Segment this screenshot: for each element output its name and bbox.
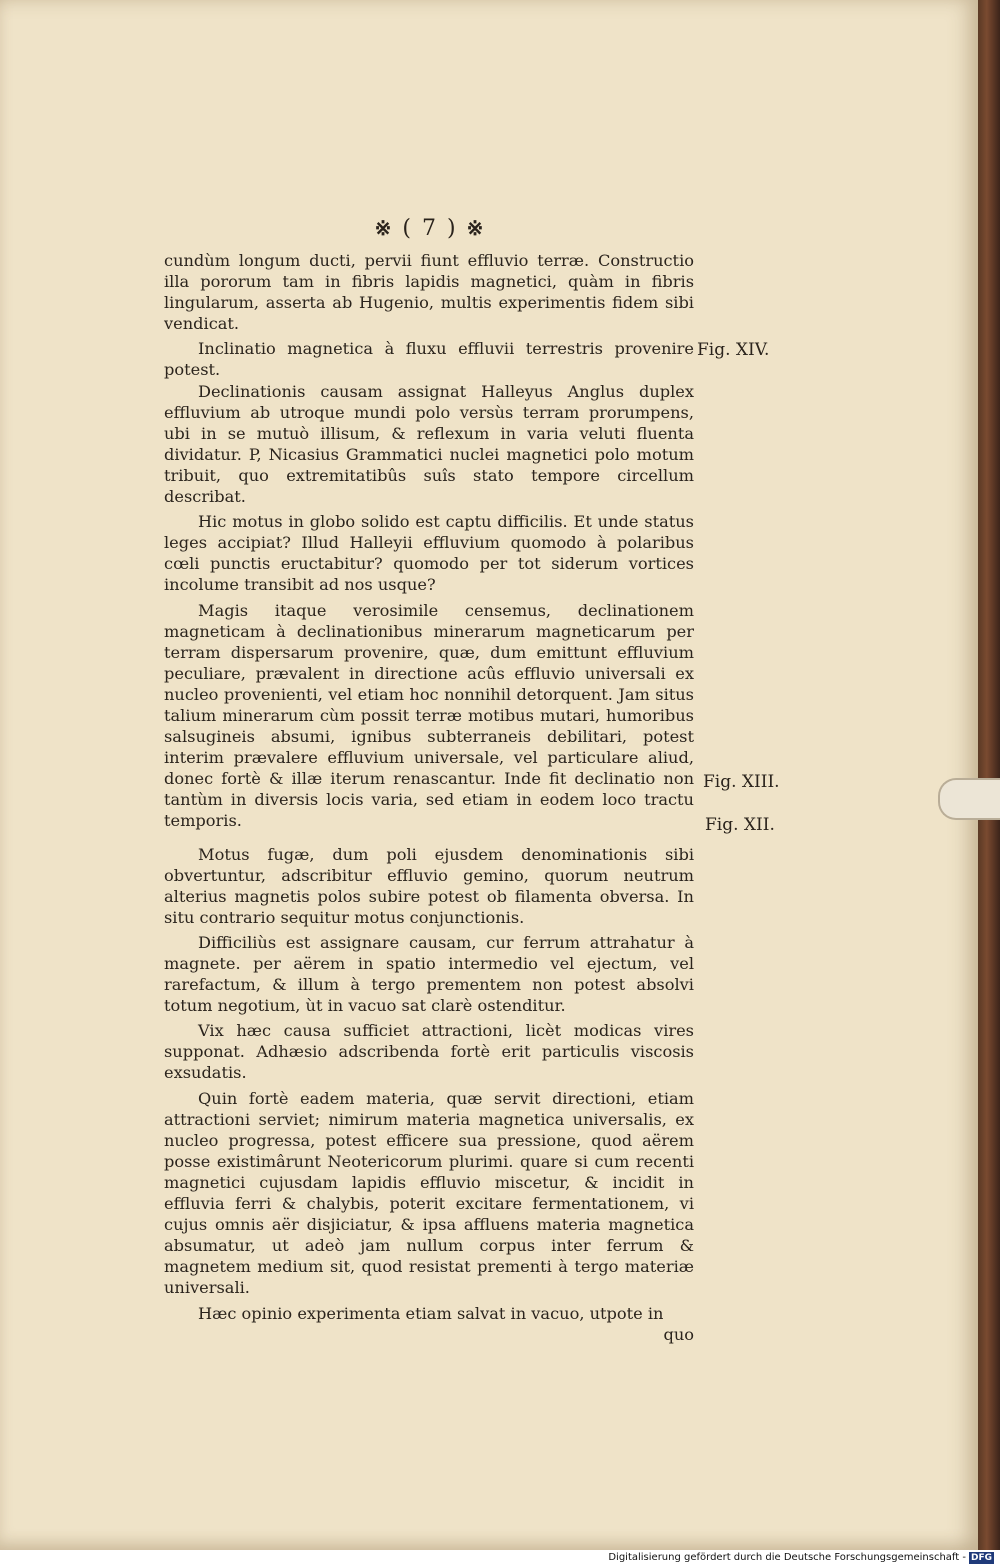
paragraph-6: Motus fugæ, dum poli ejusdem denominationis sibi obvertuntur, adscribitur effluvio gemino, quorum neutrum alterius magnetis polos subire potest ob filamenta obversa. In situ contrario sequitur motus conjunctionis. bbox=[164, 844, 694, 927]
catchword: quo bbox=[663, 1324, 694, 1344]
header-close-paren: ) bbox=[447, 216, 458, 241]
paragraph-2: Inclinatio magnetica à fluxu effluvii terrestris provenire potest. bbox=[164, 339, 694, 380]
paragraph-9: Quin fortè eadem materia, quæ servit directioni, etiam attractioni serviet; nimirum materia magnetica universalis, ex nucleo progressa, potest efficere sua pressione, quod aërem posse existimârunt Neotericorum plurimi. quare si cum recenti magnetici cujusdam lapidis effluvio miscetur, & incidit in effluvia ferri & chalybis, poterit excitare fermentationem, vi cujus omnis aër disjiciatur, & ipsa affluens materia magnetica absumatur, ut adeò jam nullum corpus inter ferrum & magnetem medium sit, quod resistat prementi à tergo materiæ universali. bbox=[164, 1088, 694, 1298]
book-binding-edge bbox=[978, 0, 1000, 1550]
dfg-logo-icon: DFG bbox=[970, 1553, 992, 1563]
header-open-paren: ( bbox=[402, 216, 413, 241]
body-text bbox=[164, 250, 694, 1345]
paragraph-4: Hic motus in globo solido est captu difficilis. Et unde status leges accipiat? Illud Halleyii effluvium quomodo à polaribus cœli punctis eructabitur? quomodo per tot siderum vortices incolume transibit ad nos usque? bbox=[164, 512, 694, 595]
margin-note-fig-xiv: Fig. XIV. bbox=[697, 340, 770, 360]
paragraph-8: Vix hæc causa sufficiet attractioni, licèt modicas vires supponat. Adhæsio adscribenda fortè erit particulis viscosis exsudatis. bbox=[164, 1021, 694, 1083]
paragraph-5: Magis itaque verosimile censemus, declinationem magneticam à declinationibus minerarum magneticarum per terram dispersarum provenire, quæ, dum emittunt effluvium peculiare, prævalent in directione acûs effluvio universali ex nucleo provenienti, vel etiam hoc nonnihil detorquent. Jam situs talium minerarum cùm possit terræ motibus mutari, humoribus salsugineis absumi, ignibus subterraneis debilitari, potest interim prævalere effluvium universale, vel particulare aliud, donec fortè & illæ iterum renascantur. Inde fit declinatio non tantùm in diversis locis varia, sed etiam in eodem loco tractu temporis. bbox=[164, 600, 694, 831]
footer-bar bbox=[0, 1550, 1000, 1566]
margin-note-fig-xii: Fig. XII. bbox=[705, 815, 775, 835]
paragraph-3: Declinationis causam assignat Halleyus Anglus duplex effluvium ab utroque mundi polo versùs terram prorumpens, ubi in se mutuò illisum, & reflexum in varia veluti fluenta dividatur. P, Nicasius Grammatici nuclei magnetici polo motum tribuit, quo extremitatibûs suîs stato tempore circellum describat. bbox=[164, 381, 694, 507]
paragraph-1: cundùm longum ducti, pervii fiunt effluvio terræ. Constructio illa pororum tam in fibris lapidis magnetici, quàm in fibris lingularum, asserta ab Hugenio, multis experimentis fidem sibi vendicat. bbox=[164, 251, 694, 334]
ornament-left-icon: ※ bbox=[374, 216, 394, 240]
ornament-right-icon: ※ bbox=[466, 216, 486, 240]
page-number: 7 bbox=[422, 216, 438, 241]
footer-credit bbox=[608, 1550, 994, 1566]
page-header bbox=[345, 216, 515, 241]
paragraph-10: Hæc opinio experimenta etiam salvat in vacuo, utpote in bbox=[198, 1303, 664, 1323]
page-tab-marker bbox=[938, 778, 1000, 820]
footer-credit-text: Digitalisierung gefördert durch die Deutsche Forschungsgemeinschaft - bbox=[608, 1552, 966, 1563]
paragraph-7: Difficiliùs est assignare causam, cur ferrum attrahatur à magnete. per aërem in spatio intermedio vel ejectum, vel rarefactum, & illum à tergo prementem non potest absolvi totum negotium, ùt in vacuo sat clarè ostenditur. bbox=[164, 932, 694, 1016]
margin-note-fig-xiii: Fig. XIII. bbox=[703, 772, 780, 792]
